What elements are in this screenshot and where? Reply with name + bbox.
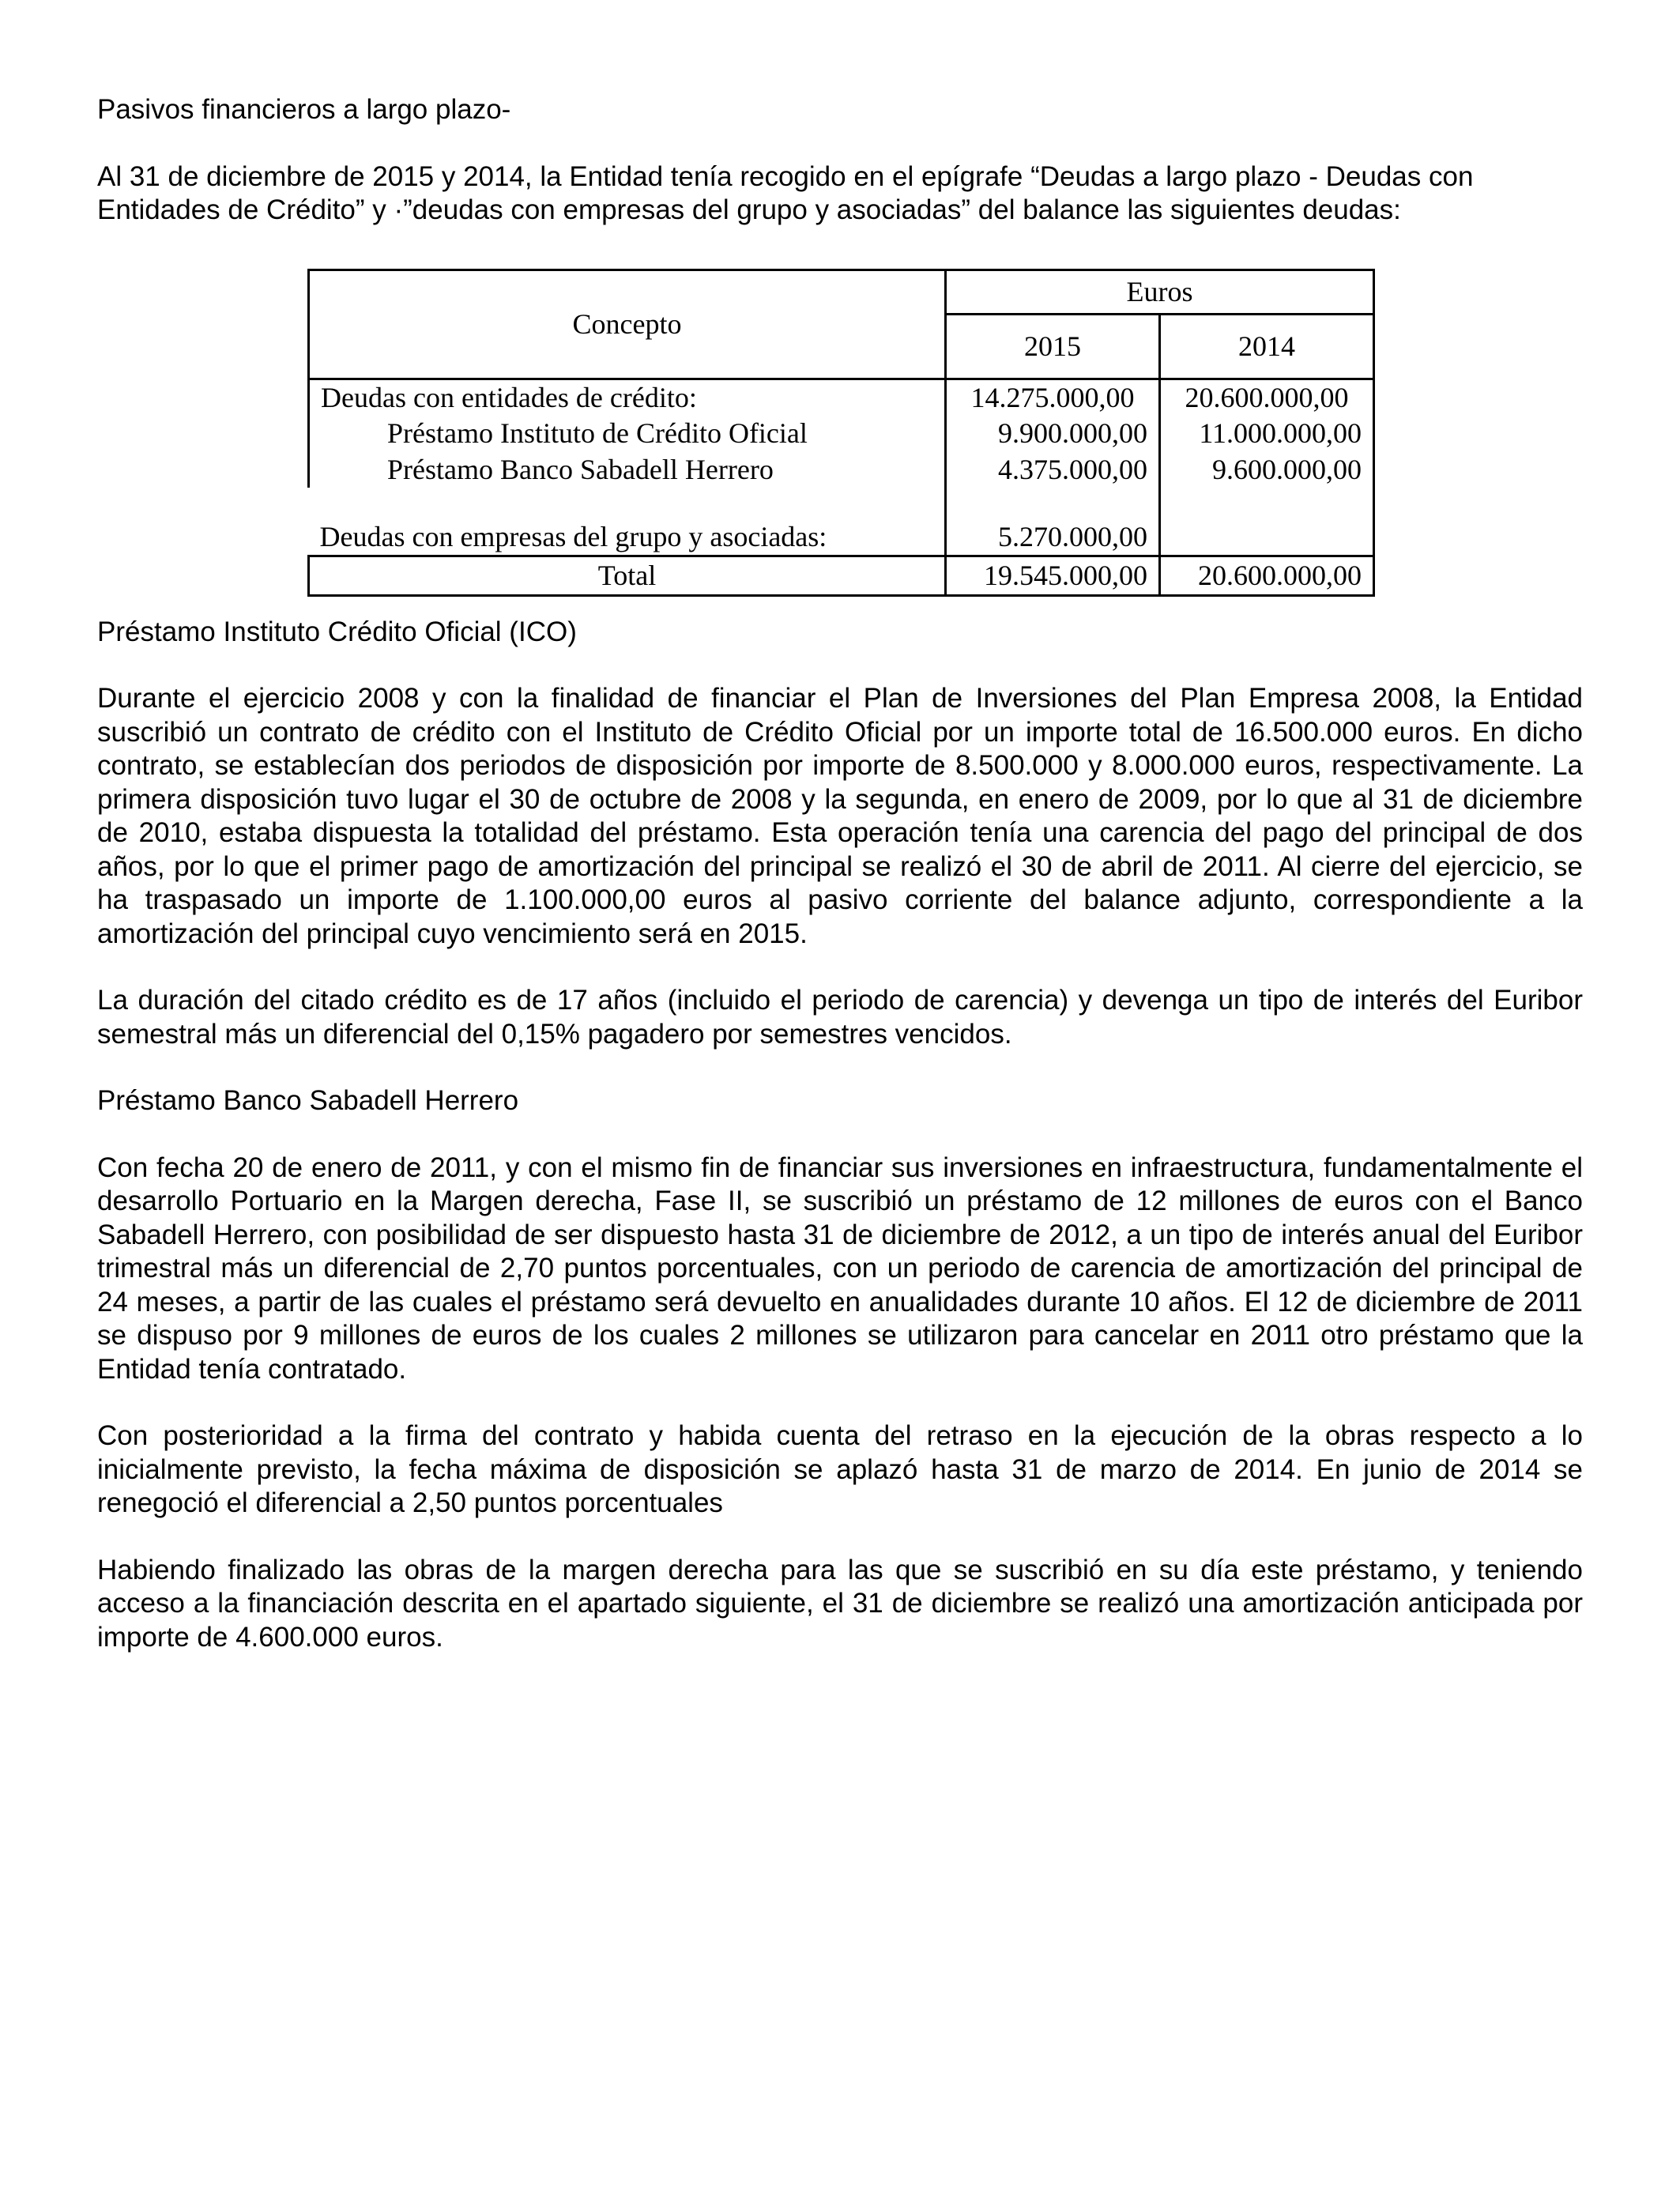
- row-label: Deudas con empresas del grupo y asociadas:: [309, 519, 946, 556]
- row-value-2015: 14.275.000,00: [946, 379, 1160, 415]
- sabadell-paragraph-2: Con posterioridad a la firma del contrato y habida cuenta del retraso en la ejecución de la obras respecto a lo inicialmente previsto, la fecha máxima de disposición se aplazó hasta 31 de marzo de 2014. En junio de 2014 se renegoció el diferencial a 2,50 puntos porcentuales: [97, 1420, 1583, 1518]
- row-value-2014: 11.000.000,00: [1160, 415, 1374, 451]
- row-value-2014: [1160, 519, 1374, 556]
- row-value-2015: 9.900.000,00: [946, 415, 1160, 451]
- total-value-2015: 19.545.000,00: [946, 556, 1160, 595]
- ico-paragraph-1: Durante el ejercicio 2008 y con la finalidad de financiar el Plan de Inversiones del Plan Empresa 2008, la Entidad suscribió un contrato de crédito con el Instituto de Crédito Oficial por un importe total de 16.500.000 euros. En dicho contrato, se establecían dos periodos de disposición por importe de 8.500.000 y 8.000.000 euros, respectivamente. La primera disposición tuvo lugar el 30 de octubre de 2008 y la segunda, en enero de 2009, por lo que al 31 de diciembre de 2010, estaba dispuesta la totalidad del préstamo. Esta operación tenía una carencia del pago del principal de dos años, por lo que el primer pago de amortización del principal se realizó el 30 de abril de 2011. Al cierre del ejercicio, se ha traspasado un importe de 1.100.000,00 euros al pasivo corriente del balance adjunto, correspondiente a la amortización del principal cuyo vencimiento será en 2015.: [97, 683, 1583, 949]
- table-spacer-row: [309, 488, 1374, 519]
- currency-header: Euros: [946, 270, 1374, 314]
- row-label: Préstamo Instituto de Crédito Oficial: [309, 415, 946, 451]
- section-heading-long-term-liabilities: Pasivos financieros a largo plazo-: [97, 94, 511, 125]
- total-value-2014: 20.600.000,00: [1160, 556, 1374, 595]
- row-value-2014: 20.600.000,00: [1160, 379, 1374, 415]
- document-page: [97, 93, 1583, 1654]
- table-total-row: [309, 556, 1374, 595]
- sabadell-paragraph-3: Habiendo finalizado las obras de la margen derecha para las que se suscribió en su día este préstamo, y teniendo acceso a la financiación descrita en el apartado siguiente, el 31 de diciembre se realizó una amortización anticipada por importe de 4.600.000 euros.: [97, 1554, 1583, 1653]
- row-value-2015: 4.375.000,00: [946, 451, 1160, 488]
- intro-paragraph: Al 31 de diciembre de 2015 y 2014, la Entidad tenía recogido en el epígrafe “Deudas a largo plazo - Deudas con Entidades de Crédito” y ·”deudas con empresas del grupo y asociadas” del balance las siguientes deudas:: [97, 160, 1474, 225]
- sabadell-heading: Préstamo Banco Sabadell Herrero: [97, 1085, 519, 1116]
- ico-paragraph-2: La duración del citado crédito es de 17 años (incluido el periodo de carencia) y devenga un tipo de interés del Euribor semestral más un diferencial del 0,15% pagadero por semestres vencidos.: [97, 985, 1583, 1050]
- ico-heading: Préstamo Instituto Crédito Oficial (ICO): [97, 616, 577, 647]
- concept-header: Concepto: [309, 270, 946, 379]
- row-value-2014: 9.600.000,00: [1160, 451, 1374, 488]
- sabadell-paragraph-1: Con fecha 20 de enero de 2011, y con el mismo fin de financiar sus inversiones en infraestructura, fundamentalmente el desarrollo Portuario en la Margen derecha, Fase II, se suscribió un préstamo de 12 millones de euros con el Banco Sabadell Herrero, con posibilidad de ser dispuesto hasta 31 de diciembre de 2012, a un tipo de interés anual del Euribor trimestral más un diferencial de 2,70 puntos porcentuales, con un periodo de carencia de amortización del principal de 24 meses, a partir de las cuales el préstamo será devuelto en anualidades durante 10 años. El 12 de diciembre de 2011 se dispuso por 9 millones de euros de los cuales 2 millones se utilizaron para cancelar en 2011 otro préstamo que la Entidad tenía contratado.: [97, 1152, 1583, 1385]
- table-row: [309, 379, 1374, 415]
- table-header-row-currency: [309, 270, 1374, 314]
- row-label: Deudas con entidades de crédito:: [309, 379, 946, 415]
- row-value-2015: 5.270.000,00: [946, 519, 1160, 556]
- table-row: [309, 451, 1374, 488]
- table-row: [309, 415, 1374, 451]
- debts-table: [307, 269, 1375, 597]
- total-label: Total: [309, 556, 946, 595]
- year-header-2015: 2015: [946, 314, 1160, 379]
- table-row: [309, 519, 1374, 556]
- debts-table-wrapper: [97, 269, 1583, 597]
- row-label: Préstamo Banco Sabadell Herrero: [309, 451, 946, 488]
- year-header-2014: 2014: [1160, 314, 1374, 379]
